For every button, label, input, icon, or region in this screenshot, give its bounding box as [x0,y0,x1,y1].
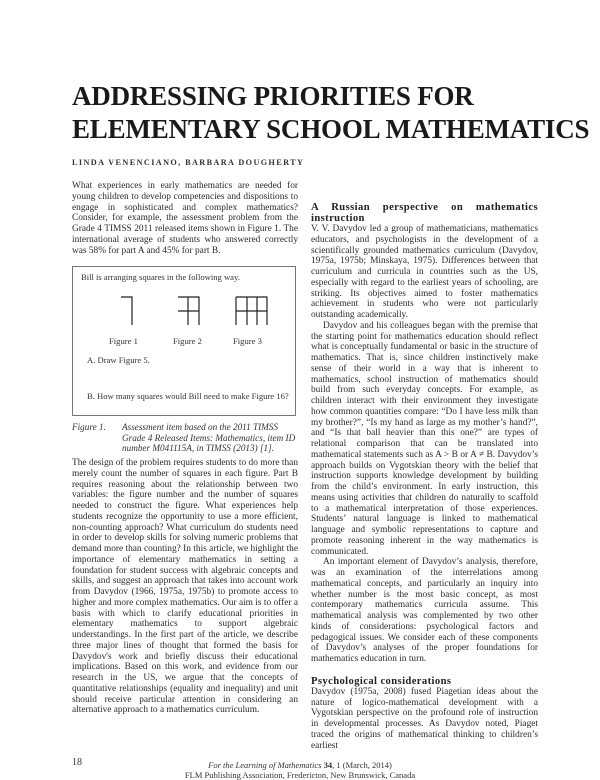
publisher: FLM Publishing Association, Fredericton, New Brunswick, Canada [184,770,416,780]
figure-label: Figure 2 [173,336,202,347]
journal-name: For the Learning of Mathematics [208,760,322,770]
paragraph: V. V. Davydov led a group of mathematicians, mathematics educators, and psychologists in the development of a scientifically grounded mathematics curriculum (Davydov, 1975a, 1975b; Minskaya, 1975). Differences between that curriculum and curricula in countries such as the US, especially with regard to the earliest years of schooling, are striking. Its objectives aimed to foster mathematics achievement in students who were not particularly outstanding academically. [311,224,538,320]
left-column [72,181,298,716]
paragraph: Davydov (1975a, 2008) fused Piagetian ideas about the nature of logico-mathematical development with a Vygotskian perspective on the profound role of instruction in developmental processes. As Davydov noted, Piaget traced the origins of mathematical thinking to children’s earliest [311,686,538,751]
intro-paragraph [72,181,298,256]
figure-label: Figure 3 [233,336,262,347]
part-a-question: A. Draw Figure 5. [87,355,150,366]
page-number: 18 [72,757,82,768]
paragraph: The design of the problem requires students to do more than merely count the number of squares in each figure. Part B requires reasoning about the relationship between two variables: the figure number and the number of squares needed to construct the figure. What experiences help students recognize the opportunity to use a more efficient, non-counting approach? What curriculum do students need in order to develop skills for solving numeric problems that demand more than counting? In this article, we highlight the importance of elementary mathematics in setting a foundation for student success with algebraic concepts and skills, and suggest an approach that takes into account work from Davydov (1966, 1975a, 1975b) to promote access to higher and more complex mathematics. Our aim is to offer a basis with which to clarify educational priorities in elementary mathematics to support algebraic understandings. In the first part of the article, we describe three major lines of thought that formed the basis for Davydov's work and briefly discuss their educational implications. Based on this work, and evidence from our research in the US, we argue that the concepts of quantitative relationships (equality and inequality) and unit should receive particular attention in considering an alternative approach to a mathematics curriculum. [72,458,298,716]
right-column [311,202,538,751]
journal-citation [0,760,600,770]
figure-3-squares [236,297,267,325]
figure-1-box [72,266,296,416]
figure-1-squares [121,297,132,325]
journal-issue: , 1 (March, 2014) [332,760,392,770]
title-line-2: ELEMENTARY SCHOOL MATHEMATICS [72,114,590,144]
figure-caption [72,422,298,454]
page-footer [0,757,600,780]
figure-2-squares [178,297,199,325]
caption-label: Figure 1. [72,422,106,433]
body-paragraph [72,458,298,716]
part-b-question: B. How many squares would Bill need to make Figure 16? [87,391,289,402]
section-heading: A Russian perspective on mathematics instruction [311,202,538,224]
journal-volume: 34 [323,760,333,770]
paragraph: Davydov and his colleagues began with the premise that the starting point for mathematics education should reflect what is conceptually fundamental or basic in the structure of mathematics. That is, since children instinctively make sense of their world in a way that is inherent to mathematics, school instruction of mathematics should build from such everyday concepts. For example, as children interact with their environment they investigate how common quantities compare: “Do I have less milk than my brother?”, “Is my hand as large as my mother’s hand?”, and “Is that ball heavier than this one?” are types of relational comparison that can be translated into mathematical statements such as A > B or A ≠ B. Davydov’s approach builds on Vygotskian theory with the belief that instruction supports knowledge development by building from the child’s environment. In early instruction, this means using activities that children do naturally to scaffold to a mathematical interpretation of those experiences. Students’ natural language is linked to mathematical language and symbolic representations to capture and promote reasoning inherent in the way mathematics is communicated. [311,320,538,557]
caption-text: Assessment item based on the 2011 TIMSS Grade 4 Released Items: Mathematics, item ID number M041115A, in TIMSS (2013) [1]. [122,422,296,454]
section-heading: Psychological considerations [311,675,452,687]
paragraph: What experiences in early mathematics are needed for young children to develop competencies and dispositions to engage in sophisticated and complex mathematics? Consider, for example, the assessment problem from the Grade 4 TIMSS 2011 released items shown in Figure 1. The international average of students who answered correctly was 58% for part A and 45% for part B. [72,181,298,256]
article-title [72,80,589,146]
figure-prompt: Bill is arranging squares in the following way. [81,272,240,283]
authors: LINDA VENENCIANO, BARBARA DOUGHERTY [72,158,305,167]
paragraph: An important element of Davydov’s analysis, therefore, was an examination of the interrelations among mathematical concepts, and particularly an inquiry into whether number is the most basic concept, as most contemporary mathematics curricula assume. This mathematical analysis was complemented by two other kinds of considerations: psychological factors and pedagogical issues. We consider each of these components of Davydov’s analyses of the proper foundations for mathematics education in turn. [311,557,538,664]
title-line-1: ADDRESSING PRIORITIES FOR [72,81,474,111]
figure-label: Figure 1 [109,336,138,347]
